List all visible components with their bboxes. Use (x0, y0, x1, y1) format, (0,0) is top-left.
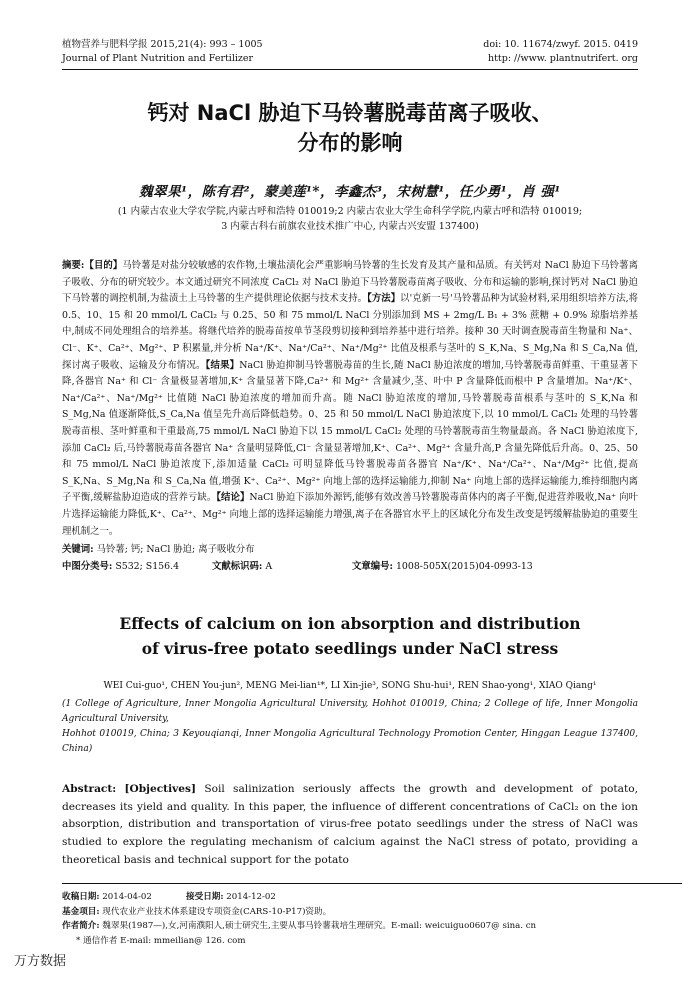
affiliations-cn: (1 内蒙古农业大学农学院,内蒙古呼和浩特 010019;2 内蒙古农业大学生命科学学院,内蒙古呼和浩特 010019; 3 内蒙古科右前旗农业技术推广中心, 内蒙古兴安盟 137400) (117, 206, 583, 232)
dates-line: 收稿日期: 2014-04-02 接受日期: 2014-12-02 (62, 892, 276, 903)
affiliations-en: (1 College of Agriculture, Inner Mongolia Agricultural University, Hohhot 010019, China; 2 College of life, Inner Mongolia Agricultural University, Hohhot 010019, China; 3 Keyouqianqi, Inner Mongolia Agricultural Technology Promotion Center, Hinggan League 137400, China) (62, 699, 638, 755)
journal-url[interactable]: http: //www. plantnutrifert. org (488, 53, 638, 64)
abstract-cn: 摘要:【目的】马铃薯是对盐分较敏感的农作物,土壤盐渍化会严重影响马铃薯的生长发育及其产量和品质。有关钙对 NaCl 胁迫下马铃薯离子吸收、分布的研究较少。本文通过研究不同浓度 CaCl₂ 对 NaCl 胁迫下马铃薯脱毒苗离子吸收、分布和运输的影响,探讨钙对 NaCl 胁迫下马铃薯的调控机制,为盐渍土上马铃薯的生产提供理论依据与技术支持。【方法】以'克新一号'马铃薯品种为试验材料,采用组织培养方法,将 0.5、10、15 和 20 mmol/L CaCl₂ 与 0.25、50 和 75 mmol/L NaCl 分别添加到 MS + 2mg/L B₁ + 3% 蔗糖 + 0.9% 琼脂培养基中,制成不同处理组合的培养基。将继代培养的脱毒苗按单节茎段剪切接种到培养基中进行培养。接种 30 天时调查脱毒苗生物量和 Na⁺、Cl⁻、K⁺、Ca²⁺、Mg²⁺、P 积累量,并分析 Na⁺/K⁺、Na⁺/Ca²⁺、Na⁺/Mg²⁺ 比值及根系与茎叶的 S_K,Na、S_Mg,Na 和 S_Ca,Na 值,探讨离子吸收、运输及分布情况。【结果】NaCl 胁迫抑制马铃薯脱毒苗的生长,随 NaCl 胁迫浓度的增加,马铃薯脱毒苗鲜重、干重显著下降,各器官 Na⁺ 和 Cl⁻ 含量极显著增加,K⁺ 含量显著下降,Ca²⁺ 和 Mg²⁺ 含量减少,茎、叶中 P 含量降低而根中 P 含量增加。Na⁺/K⁺、Na⁺/Ca²⁺、Na⁺/Mg²⁺ 比值随 NaCl 胁迫浓度的增加而升高。随 NaCl 胁迫浓度的增加,马铃薯脱毒苗根系与茎叶的 S_K,Na 和 S_Mg,Na 值逐渐降低,S_Ca,Na 值呈先升高后降低趋势。0、25 和 50 mmol/L NaCl 胁迫浓度下,以 10 mmol/L CaCl₂ 处理的马铃薯脱毒苗根、茎叶鲜重和干重最高,75 mmol/L NaCl 胁迫下以 15 mmol/L CaCl₂ 处理的马铃薯脱毒苗生物量最高。各 NaCl 胁迫浓度下,添加 CaCl₂ 后,马铃薯脱毒苗各器官 Na⁺ 含量明显降低,Cl⁻ 含量显著增加,K⁺、Ca²⁺、Mg²⁺ 含量升高,P 含量先降低后升高。0、25、50 和 75 mmol/L NaCl 胁迫浓度下,添加适量 CaCl₂ 可明显降低马铃薯脱毒苗各器官 Na⁺/K⁺、Na⁺/Ca²⁺、Na⁺/Mg²⁺ 比值,提高 S_K,Na、S_Mg,Na 和 S_Ca,Na 值,增强 K⁺、Ca²⁺、Mg²⁺ 向地上部的选择运输能力,抑制 Na⁺ 向地上部的选择运输能力,维持细胞内离子平衡,缓解盐胁迫造成的营养亏缺。【结论】NaCl 胁迫下添加外源钙,能够有效改善马铃薯脱毒苗体内的离子平衡,促进营养吸收,Na⁺ 向叶片选择运输能力降低,K⁺、Ca²⁺、Mg²⁺ 向地上部的选择运输能力增强,离子在各器官水平上的区域化分布发生改变是钙缓解盐胁迫的重要生理机制之一。 (62, 260, 639, 537)
journal-en: Journal of Plant Nutrition and Fertilizer (62, 53, 254, 64)
footnote-rule (62, 883, 682, 884)
running-header-2 (62, 52, 638, 66)
header-rule (62, 69, 638, 70)
title-cn: 钙对 NaCl 胁迫下马铃薯脱毒苗离子吸收、 分布的影响 (147, 101, 553, 155)
abstract-en: Abstract: [Objectives] Soil salinization seriously affects the growth and development of potato, decreases its yield and quality. In this paper, the influence of different concentrations of CaCl₂ on the ion absorption, distribution and transportation of virus-free potato seedlings under the stress of NaCl was studied to explore the regulating mechanism of calcium against the NaCl stress of potato, providing a theoretical basis and technical support for the potato (62, 783, 638, 866)
journal-cn: 植物营养与肥料学报 2015,21(4): 993 – 1005 (62, 39, 263, 50)
corresponding-line: * 通信作者 E-mail: mmeilian@ 126. com (76, 935, 246, 946)
title-en: Effects of calcium on ion absorption and distribution of virus-free potato seedlings under NaCl stress (119, 614, 581, 659)
classification-line: 中图分类号: S532; S156.4 文献标识码: A 文章编号: 1008-505X(2015)04-0993-13 (62, 560, 533, 572)
bio-line: 作者简介: 魏翠果(1987—),女,河南濮阳人,硕士研究生,主要从事马铃薯栽培生理研究。E-mail: weicuiguo0607@ sina. cn (62, 921, 537, 932)
authors-en: WEI Cui-guo¹, CHEN You-jun², MENG Mei-lian¹*, LI Xin-jie³, SONG Shu-hui¹, REN Shao-yong¹, XIAO Qiang¹ (103, 681, 597, 692)
authors-cn: 魏翠果¹，陈有君²，蒙美莲¹*，李鑫杰³，宋树慧¹，任少勇¹，肖 强¹ (139, 184, 561, 200)
footnotes (62, 890, 638, 948)
watermark: 万方数据 (14, 954, 67, 969)
doi: doi: 10. 11674/zwyf. 2015. 0419 (483, 39, 638, 50)
keywords-cn: 关键词: 马铃薯; 钙; NaCl 胁迫; 离子吸收分布 (62, 544, 255, 556)
fund-line: 基金项目: 现代农业产业技术体系建设专项资金(CARS-10-P17)资助。 (62, 906, 332, 917)
running-header (62, 38, 638, 52)
